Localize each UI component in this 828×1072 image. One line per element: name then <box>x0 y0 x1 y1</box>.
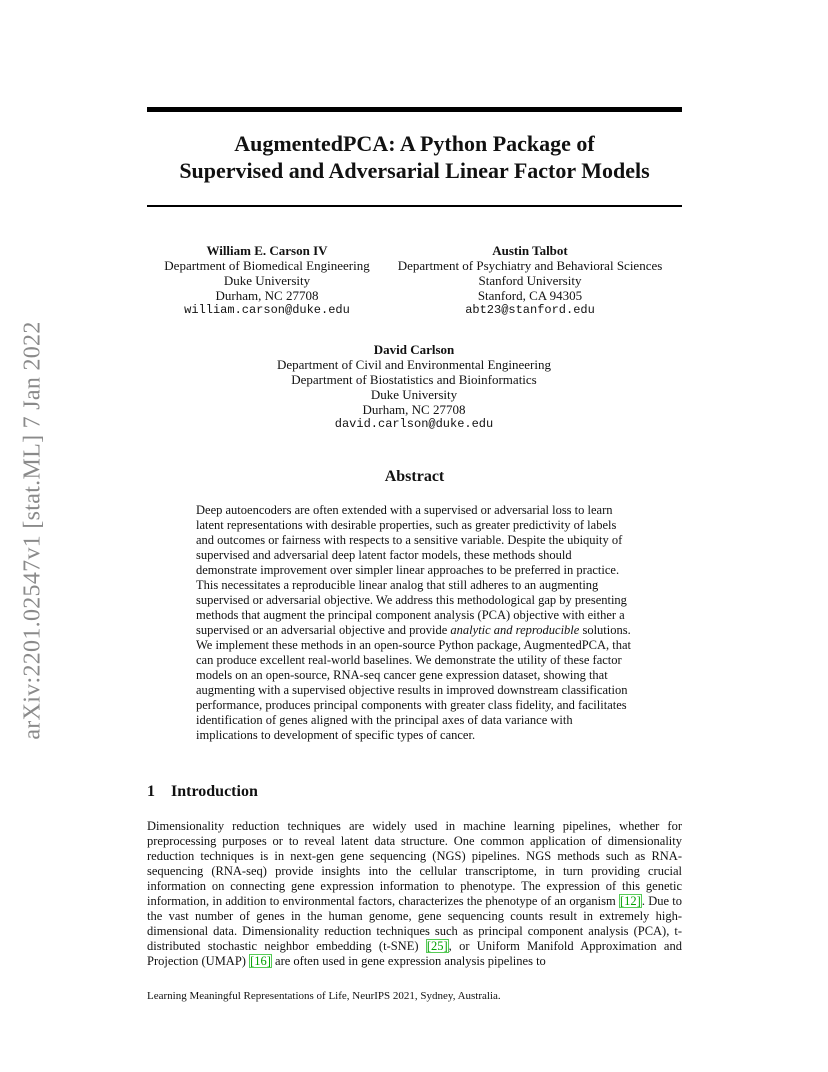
title-rule-bottom <box>147 205 682 207</box>
author-affiliation: Department of Biostatistics and Bioinformatics <box>291 372 537 387</box>
author-affiliation: Department of Biomedical Engineering <box>164 258 370 273</box>
author-affiliation: Durham, NC 27708 <box>215 288 319 303</box>
title-line-2: Supervised and Adversarial Linear Factor Models <box>179 158 650 183</box>
author-email[interactable]: william.carson@duke.edu <box>184 303 350 317</box>
intro-text: Dimensionality reduction techniques are widely used in machine learning pipelines, whether for preprocessing purposes or to reveal latent data structure. One common application of dimensionality reduction techniques is in next-gen gene sequencing (NGS) pipelines. NGS methods such as RNA-sequencing (RNA-seq) provide insights into the cellular transcriptome, in turn providing crucial information on connecting gene expression information to phenotype. The expression of this genetic information, in addition to environmental factors, characterizes the phenotype of an organism <box>147 819 682 908</box>
abstract-text: solutions. We implement these methods in an open-source Python package, AugmentedPCA, that can produce excellent real-world baselines. We demonstrate the utility of these factor models on an open-source, RNA-seq cancer gene expression dataset, showing that augmenting with a supervised objective results in improved downstream classification performance, produces principal components with greater class fidelity, and facilitates identification of genes aligned with the principal axes of data variance with implications to development of specific types of cancer. <box>196 623 632 742</box>
author-affiliation: Duke University <box>370 387 458 402</box>
author-block-1 <box>147 243 387 318</box>
title-line-1: AugmentedPCA: A Python Package of <box>234 131 595 156</box>
author-block-2 <box>380 243 680 318</box>
section-heading <box>147 783 258 801</box>
title-rule-top <box>147 107 682 112</box>
author-email[interactable]: david.carlson@duke.edu <box>334 417 494 431</box>
section-number: 1 <box>147 783 155 800</box>
intro-text: . Due to the vast number of genes in the human genome, gene sequencing counts result in extremely high-dimensional data. Dimensionality reduction techniques such as principal component analysis (PCA), t-distributed stochastic neighbor embedding (t-SNE) <box>147 894 682 953</box>
author-affiliation: Department of Civil and Environmental Engineering <box>276 357 551 372</box>
abstract-emphasis: analytic and reproducible <box>450 623 580 637</box>
author-affiliation: Durham, NC 27708 <box>362 402 466 417</box>
citation-link[interactable]: [12] <box>619 894 641 908</box>
author-affiliation: Duke University <box>223 273 311 288</box>
intro-text: , or Uniform Manifold Approximation and Projection (UMAP) <box>147 939 682 968</box>
section-title: Introduction <box>171 783 258 800</box>
author-affiliation: Stanford, CA 94305 <box>477 288 583 303</box>
intro-text: are often used in gene expression analysis pipelines to <box>271 954 546 968</box>
intro-paragraph <box>147 819 682 969</box>
arxiv-id-text: arXiv:2201.02547v1 [stat.ML] 7 Jan 2022 <box>19 320 46 740</box>
page-footer: Learning Meaningful Representations of Life, NeurIPS 2021, Sydney, Australia. <box>147 990 501 1002</box>
citation-link[interactable]: [16] <box>250 954 271 968</box>
citation-link[interactable]: [25] <box>426 939 448 953</box>
author-email[interactable]: abt23@stanford.edu <box>465 303 595 317</box>
abstract-heading: Abstract <box>384 468 445 485</box>
author-name: Austin Talbot <box>492 243 568 258</box>
paper-title <box>147 130 682 184</box>
abstract-body <box>196 503 633 743</box>
author-block-3 <box>214 342 614 432</box>
author-affiliation: Stanford University <box>478 273 582 288</box>
author-name: William E. Carson IV <box>206 243 328 258</box>
abstract-text: Deep autoencoders are often extended with a supervised or adversarial loss to learn latent representations with desirable properties, such as greater predictivity of labels and outcomes or fairness with respects to a sensitive variable. Despite the ubiquity of supervised and adversarial deep latent factor models, these methods should demonstrate improvement over simpler linear approaches to be preferred in practice. This necessitates a reproducible linear analog that still adheres to an augmenting supervised or adversarial objective. We address this methodological gap by presenting methods that augment the principal component analysis (PCA) objective with either a supervised or an adversarial objective and provide <box>196 503 627 637</box>
author-name: David Carlson <box>373 342 455 357</box>
arxiv-identifier <box>8 290 58 770</box>
author-affiliation: Department of Psychiatry and Behavioral Sciences <box>397 258 663 273</box>
